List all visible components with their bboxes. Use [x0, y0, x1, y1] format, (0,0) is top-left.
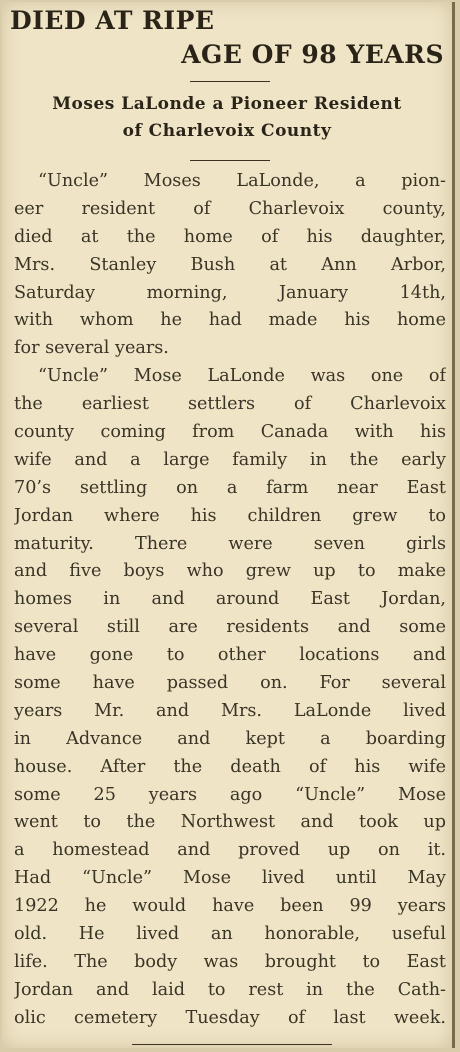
article-line: Saturday morning, January 14th,: [14, 282, 446, 303]
article-line: Jordan where his children grew to: [14, 505, 446, 526]
article-line: and five boys who grew up to make: [14, 561, 446, 582]
headline-line-1: DIED AT RIPE: [10, 6, 215, 35]
subheadline-line-2: of Charlevoix County: [122, 121, 332, 141]
article-line: the earliest settlers of Charlevoix: [14, 394, 446, 415]
article-line: went to the Northwest and took up: [14, 812, 446, 833]
article-body: [14, 168, 446, 1033]
subheadline-line-1: Moses LaLonde a Pioneer Resident: [52, 94, 402, 114]
newspaper-clipping: [2, 2, 455, 1048]
article-line: Jordan and laid to rest in the Cath-: [14, 979, 446, 1000]
article-line: died at the home of his daughter,: [14, 226, 446, 247]
article-line: house. After the death of his wife: [14, 756, 446, 777]
article-line: 70’s settling on a farm near East: [14, 477, 446, 498]
article-line: 1922 he would have been 99 years: [14, 896, 446, 917]
article-line: old. He lived an honorable, useful: [14, 924, 446, 945]
article-line: olic cemetery Tuesday of last week.: [14, 1007, 446, 1028]
closing-rule: [132, 1044, 332, 1045]
article-line: “Uncle” Mose LaLonde was one of: [38, 366, 446, 387]
headline-line-2: AGE OF 98 YEARS: [181, 40, 444, 69]
article-line: some 25 years ago “Uncle” Mose: [14, 784, 446, 805]
article-line: county coming from Canada with his: [14, 422, 446, 443]
article-line: with whom he had made his home: [14, 310, 446, 331]
divider-rule: [190, 160, 270, 161]
article-line: a homestead and proved up on it.: [14, 840, 446, 861]
article-line: years Mr. and Mrs. LaLonde lived: [14, 700, 446, 721]
article-line: Had “Uncle” Mose lived until May: [14, 868, 446, 889]
article-line: for several years.: [14, 338, 169, 359]
article-line: life. The body was brought to East: [14, 951, 446, 972]
article-line: in Advance and kept a boarding: [14, 728, 446, 749]
article-line: “Uncle” Moses LaLonde, a pion-: [38, 171, 446, 191]
article-line: homes in and around East Jordan,: [14, 589, 446, 610]
article-line: Mrs. Stanley Bush at Ann Arbor,: [14, 254, 446, 275]
divider-rule: [190, 81, 270, 82]
article-line: some have passed on. For several: [14, 673, 446, 694]
article-line: have gone to other locations and: [14, 645, 446, 666]
article-line: maturity. There were seven girls: [14, 533, 446, 554]
article-line: wife and a large family in the early: [14, 449, 446, 470]
article-line: several still are residents and some: [14, 617, 446, 638]
article-line: eer resident of Charlevoix county,: [14, 198, 446, 219]
